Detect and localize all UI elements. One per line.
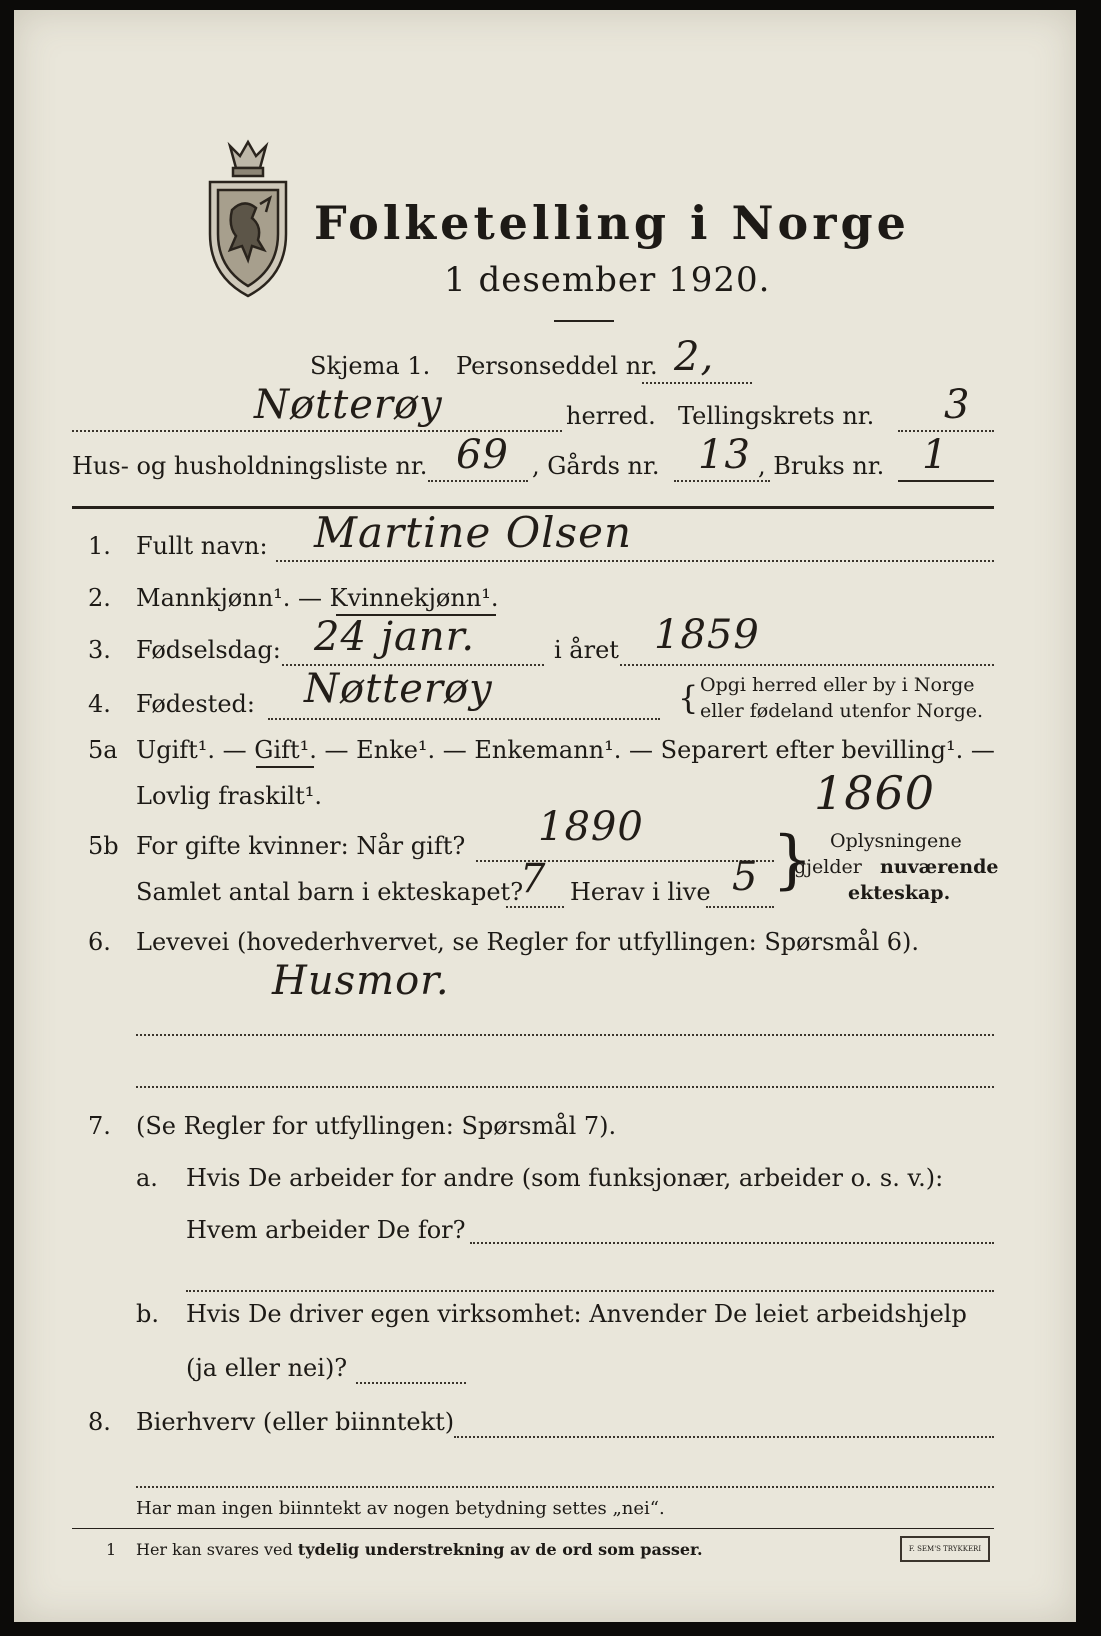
q5b-label: For gifte kvinner: Når gift? [136,832,466,860]
q3-year-line [620,664,994,666]
children-value[interactable]: 7 [520,856,547,902]
q6-line-2 [136,1086,994,1088]
q8-line-1 [454,1436,994,1438]
marital-status-options-2: Lovlig fraskilt¹. [136,782,323,810]
q7b-letter: b. [136,1300,159,1328]
q7a-text-2: Hvem arbeider De for? [186,1216,466,1244]
q8-label: Bierhverv (eller biinntekt) [136,1408,455,1436]
married-year-value[interactable]: 1890 [538,804,644,850]
footer-divider [72,1528,994,1529]
footnote-text: Her kan svares ved tydelig understrekning av de ord som passer. [136,1540,703,1559]
q3-year-label: i året [554,636,619,664]
q4-label: Fødested: [136,690,255,718]
q5b-note-line3: ekteskap. [848,882,951,904]
gards-value[interactable]: 13 [698,432,751,478]
q8-number: 8. [88,1408,111,1436]
q7b-text: Hvis De driver egen virksomhet: Anvender De leiet arbeidshjelp [186,1300,967,1328]
census-date: 1 desember 1920. [444,260,771,300]
occupation-value[interactable]: Husmor. [272,958,450,1004]
q7-label: (Se Regler for utfyllingen: Spørsmål 7). [136,1112,617,1140]
q6-label: Levevei (hovederhvervet, se Regler for utfyllingen: Spørsmål 6). [136,928,920,956]
footer-note: Har man ingen biinntekt av nogen betydning settes „nei“. [136,1498,665,1519]
q7-number: 7. [88,1112,111,1140]
bruks-value[interactable]: 1 [922,432,949,478]
q6-line-1 [136,1034,994,1036]
hus-value[interactable]: 69 [456,432,509,478]
birthday-value[interactable]: 24 janr. [314,614,476,660]
coat-of-arms-icon [200,138,296,302]
schema-label: Skjema 1. [310,352,431,380]
herred-label: herred. [566,402,656,430]
census-form-sheet [14,10,1076,1622]
hus-label: Hus- og husholdningsliste nr. [72,452,428,480]
q8-line-2 [136,1486,994,1488]
q7a-line-2 [186,1290,994,1292]
personseddel-label: Personseddel nr. [456,352,658,380]
q5a-number: 5a [88,736,118,764]
q4-note-brace: { [678,679,699,717]
tellingskrets-label: Tellingskrets nr. [678,402,875,430]
q7a-text: Hvis De arbeider for andre (som funksjonær, arbeider o. s. v.): [186,1164,944,1192]
bruks-line [898,480,994,482]
birthplace-value[interactable]: Nøtterøy [304,666,493,712]
marital-status-options: Ugift¹. — Gift¹. — Enke¹. — Enkemann¹. — Separert efter bevilling¹. — [136,736,995,764]
children-line [506,906,564,908]
hus-line [428,480,528,482]
q7b-text-2: (ja eller nei)? [186,1354,348,1382]
q6-number: 6. [88,928,111,956]
q7b-line [356,1382,466,1384]
marital-annotation[interactable]: 1860 [814,766,936,820]
marital-underline [256,766,314,768]
tellingskrets-value[interactable]: 3 [944,382,971,428]
gender-options: Mannkjønn¹. — Kvinnekjønn¹. [136,584,499,612]
q5b-note-line2a: gjelder [794,856,862,878]
q1-number: 1. [88,532,111,560]
full-name-value[interactable]: Martine Olsen [314,508,633,557]
bruks-label: , Bruks nr. [758,452,885,480]
alive-value[interactable]: 5 [732,854,759,900]
footnote-number: 1 [106,1540,117,1559]
q5b-note-line2b: nuværende [880,856,999,878]
q3-label: Fødselsdag: [136,636,281,664]
q4-note-line2: eller fødeland utenfor Norge. [700,700,984,722]
form-title: Folketelling i Norge [314,196,910,250]
q2-number: 2. [88,584,111,612]
title-divider [554,320,614,322]
q3-number: 3. [88,636,111,664]
q5b-note-brace: } [772,823,813,897]
q4-line [268,718,660,720]
birth-year-value[interactable]: 1859 [654,612,760,658]
personseddel-value[interactable]: 2, [674,334,715,380]
herred-value[interactable]: Nøtterøy [254,382,443,428]
q4-number: 4. [88,690,111,718]
gards-label: , Gårds nr. [532,452,660,480]
alive-line [706,906,774,908]
gards-line [674,480,770,482]
q5b-note-line1: Oplysningene [830,830,962,852]
children-label: Samlet antal barn i ekteskapet? [136,878,524,906]
printer-stamp: F. SEM'S TRYKKERI [900,1536,990,1562]
q1-line [276,560,994,562]
alive-label: Herav i live [570,878,711,906]
q7a-letter: a. [136,1164,158,1192]
q1-label: Fullt navn: [136,532,268,560]
q7a-line-1 [470,1242,994,1244]
personseddel-line [642,382,752,384]
q4-note-line1: Opgi herred eller by i Norge [700,674,975,696]
q5b-number: 5b [88,832,119,860]
